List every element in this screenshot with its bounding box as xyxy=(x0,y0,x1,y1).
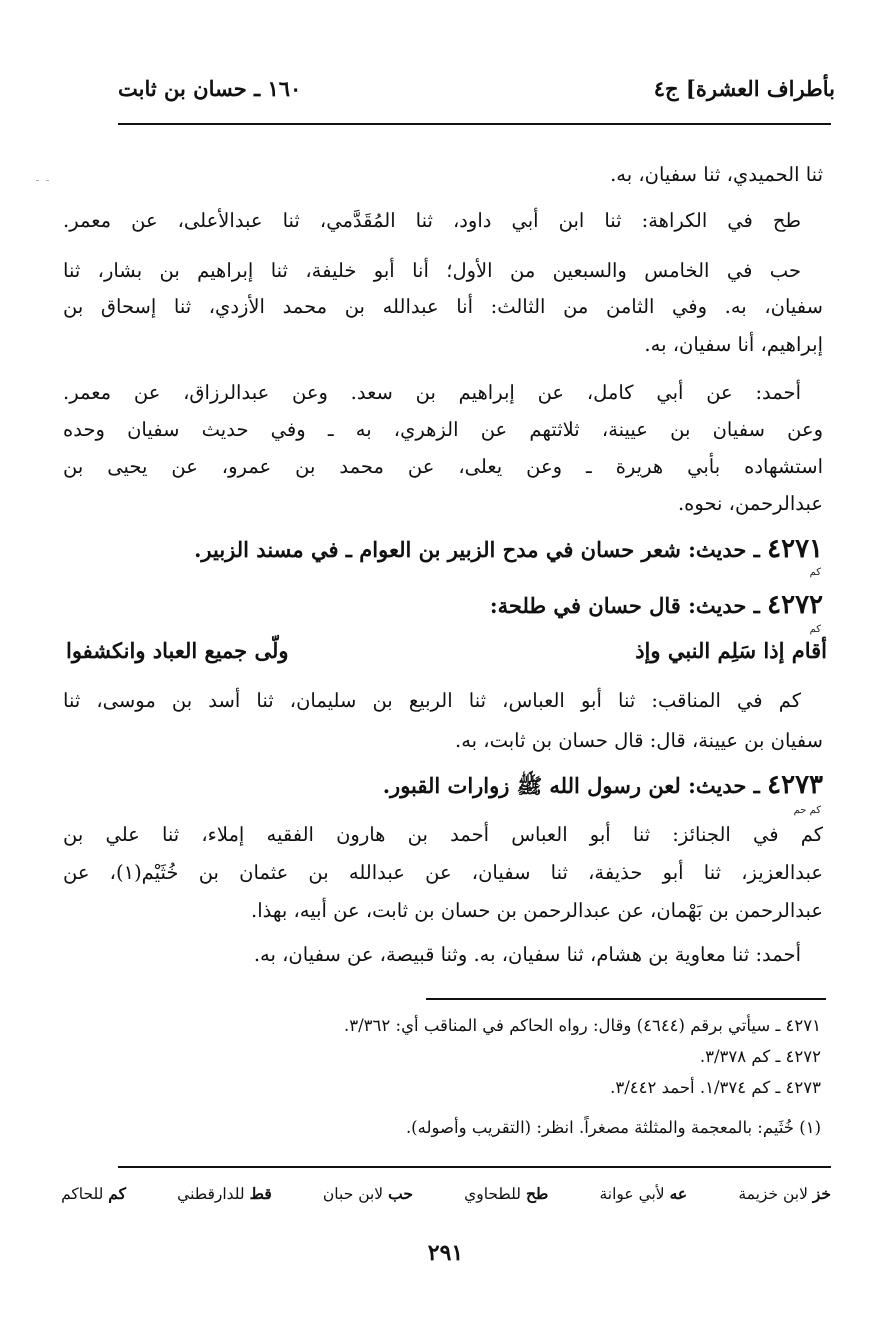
scan-speck xyxy=(46,180,49,181)
running-header-book: بأطراف العشرة] ج٤ xyxy=(653,76,835,101)
body-line: وعن سفيان بن عيينة، ثلاثتهم عن الزهري، به ـ وفي حديث سفيان وحده xyxy=(63,418,823,441)
hadith-title: ـ حديث: قال حسان في طلحة: xyxy=(489,593,760,618)
source-siglum: كم حم xyxy=(793,805,821,816)
verse-first-hemistich: أقام إذا سَلِم النبي وإذ xyxy=(635,638,827,663)
body-line: أحمد: ثنا معاوية بن هشام، ثنا سفيان، به. وثنا قبيصة، عن سفيان، به. xyxy=(253,943,801,966)
running-header-section: ١٦٠ ـ حسان بن ثابت xyxy=(118,76,302,101)
body-line: طح في الكراهة: ثنا ابن أبي داود، ثنا المُقَدَّمي، ثنا عبدالأعلى، عن معمر. xyxy=(63,209,801,232)
legend-item: كم للحاكم xyxy=(61,1184,126,1203)
body-line: إبراهيم، أنا سفيان، به. xyxy=(644,333,823,356)
hadith-number: ٤٢٧١ xyxy=(767,534,823,564)
hadith-title: ـ حديث: لعن رسول الله ﷺ زوارات القبور. xyxy=(382,773,760,798)
body-line: كم في الجنائز: ثنا أبو العباس أحمد بن هارون الفقيه إملاء، ثنا علي بن xyxy=(63,823,823,846)
legend-item: عه لأبي عوانة xyxy=(599,1184,688,1203)
hadith-heading-4271 xyxy=(194,534,823,564)
source-siglum: كم xyxy=(809,567,821,578)
legend-item: حب لابن حبان xyxy=(322,1184,413,1203)
legend-item: طح للطحاوي xyxy=(464,1184,549,1203)
body-line: كم في المناقب: ثنا أبو العباس، ثنا الربيع بن سليمان، ثنا أسد بن موسى، ثنا xyxy=(63,689,801,712)
body-line: عبدالرحمن، نحوه. xyxy=(677,492,823,515)
abbreviation-legend xyxy=(61,1184,831,1203)
body-line: ثنا الحميدي، ثنا سفيان، به. xyxy=(610,163,823,186)
body-line: حب في الخامس والسبعين من الأول؛ أنا أبو خليفة، ثنا إبراهيم بن بشار، ثنا xyxy=(63,259,801,282)
body-line: أحمد: عن أبي كامل، عن إبراهيم بن سعد. وعن عبدالرزاق، عن معمر. xyxy=(63,381,801,404)
body-line: سفيان، به. وفي الثامن من الثالث: أنا عبدالله بن محمد الأزدي، ثنا إسحاق بن xyxy=(63,295,823,318)
legend-rule xyxy=(118,1166,831,1168)
footnote: ٤٢٧٢ ـ كم ٣/٣٧٨. xyxy=(699,1047,821,1066)
body-line: استشهاده بأبي هريرة ـ وعن يعلى، عن محمد بن عمرو، عن يحيى بن xyxy=(63,455,823,478)
legend-item: قط للدارقطني xyxy=(177,1184,272,1203)
footnote: ٤٢٧١ ـ سيأتي برقم (٤٦٤٤) وقال: رواه الحاكم في المناقب أي: ٣/٣٦٢. xyxy=(344,1016,821,1035)
legend-item: خز لابن خزيمة xyxy=(738,1184,831,1203)
body-line: عبدالرحمن بن بَهْمان، عن عبدالرحمن بن حسان بن ثابت، عن أبيه، بهذا. xyxy=(251,899,823,922)
hadith-number: ٤٢٧٢ xyxy=(767,590,823,620)
hadith-heading-4272 xyxy=(490,590,823,620)
scan-speck xyxy=(36,180,39,181)
body-line: عبدالعزيز، ثنا أبو حذيفة، ثنا سفيان، عن عبدالله بن عثمان بن خُثَيْم(١)، عن xyxy=(63,861,823,884)
page-number: ٢٩١ xyxy=(427,1240,464,1266)
verse-second-hemistich: ولّى جميع العباد وانكشفوا xyxy=(66,638,289,663)
footnote-rule xyxy=(426,998,826,1000)
source-siglum: كم xyxy=(809,624,821,635)
hadith-heading-4273 xyxy=(383,770,823,804)
hadith-number: ٤٢٧٣ xyxy=(767,770,823,800)
footnote: (١) خُثَيم: بالمعجمة والمثلثة مصغراً. انظر: (التقريب وأصوله). xyxy=(405,1118,821,1137)
body-line: سفيان بن عيينة، قال: قال حسان بن ثابت، به. xyxy=(455,729,823,752)
header-rule xyxy=(118,123,831,125)
footnote: ٤٢٧٣ ـ كم ١/٣٧٤. أحمد ٣/٤٤٢. xyxy=(610,1078,821,1097)
hadith-title: ـ حديث: شعر حسان في مدح الزبير بن العوام ـ في مسند الزبير. xyxy=(194,537,760,562)
